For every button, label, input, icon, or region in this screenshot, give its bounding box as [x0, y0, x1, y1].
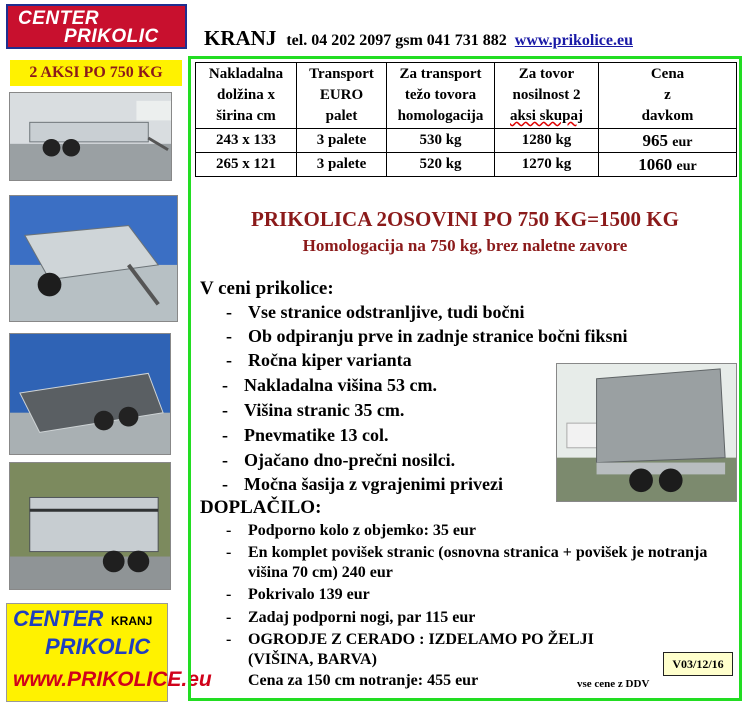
header-city: KRANJ: [204, 26, 277, 50]
table-row: [196, 153, 737, 177]
version-label: V03/12/16: [663, 652, 733, 676]
header-price: Cena z davkom: [599, 63, 737, 129]
feature-item: - Pnevmatike 13 col.: [222, 425, 389, 445]
cell-size: 243 x 133: [196, 129, 297, 153]
logo-top-line2: PRIKOLIC: [64, 26, 159, 47]
feature-item: - Višina stranic 35 cm.: [222, 400, 405, 420]
trailer-photo-1: [9, 92, 172, 181]
feature-item: - Nakladalna višina 53 cm.: [222, 375, 438, 395]
cell-size: 265 x 121: [196, 153, 297, 177]
header-website-link[interactable]: www.prikolice.eu: [514, 32, 633, 49]
trailer-photo-3: [9, 333, 171, 455]
product-title: PRIKOLICA 2OSOVINI PO 750 KG=1500 KG: [251, 207, 679, 231]
covered-trailer-photo: [556, 363, 737, 502]
logo-bottom: [6, 603, 212, 702]
header-phone: tel. 04 202 2097 gsm 041 731 882: [286, 32, 507, 49]
cell-price: 965 eur: [599, 129, 737, 153]
axle-badge: 2 AKSI PO 750 KG: [10, 60, 182, 86]
price-includes-heading: V ceni prikolice:: [200, 278, 334, 299]
extra-item: - OGRODJE Z CERADO : IZDELAMO PO ŽELJI (VIŠINA, BARVA): [226, 631, 594, 668]
trailer-photo-2: [9, 195, 178, 322]
product-subtitle: Homologacija na 750 kg, brez naletne zavore: [302, 236, 628, 255]
extra-item: - Podporno kolo z objemko: 35 eur: [226, 522, 476, 539]
extra-item: - En komplet povišek stranic (osnovna stranica + povišek je notranja višina 70 cm) 240 eur: [226, 544, 708, 581]
extra-item: - Zadaj podporni nogi, par 115 eur: [226, 609, 476, 626]
trailer-photo-4: [9, 462, 171, 590]
vat-note: vse cene z DDV: [577, 678, 650, 690]
logo-top: [6, 4, 187, 49]
logo-bottom-line1: CENTER: [13, 606, 104, 631]
extras-heading: DOPLAČILO:: [200, 497, 322, 518]
spec-table: [195, 62, 737, 177]
cell-weight: 520 kg: [387, 153, 495, 177]
cell-pallets: 3 palete: [297, 153, 387, 177]
cell-price: 1060 eur: [599, 153, 737, 177]
header-weight: Za transport težo tovora homologacija: [387, 63, 495, 129]
cell-load: 1270 kg: [495, 153, 599, 177]
header-contact: [204, 26, 633, 51]
cell-weight: 530 kg: [387, 129, 495, 153]
header-load: Za tovor nosilnost 2 aksi skupaj: [495, 63, 599, 129]
feature-item: - Močna šasija z vgrajenimi privezi: [222, 474, 503, 494]
table-header-row: [196, 63, 737, 129]
feature-item: - Ojačano dno-prečni nosilci.: [222, 450, 456, 470]
extra-price-line: Cena za 150 cm notranje: 455 eur: [248, 672, 479, 689]
logo-bottom-line2: PRIKOLIC: [45, 634, 151, 659]
feature-item: - Vse stranice odstranljive, tudi bočni: [226, 302, 525, 322]
logo-bottom-website: www.PRIKOLICE.eu: [13, 668, 212, 691]
header-pallets: Transport EURO palet: [297, 63, 387, 129]
header-size: Nakladalna dolžina x širina cm: [196, 63, 297, 129]
extra-item: - Pokrivalo 139 eur: [226, 586, 370, 603]
logo-bottom-city: KRANJ: [111, 614, 153, 628]
cell-pallets: 3 palete: [297, 129, 387, 153]
feature-item: - Ob odpiranju prve in zadnje stranice bočni fiksni: [226, 326, 628, 346]
table-row: [196, 129, 737, 153]
feature-item: - Ročna kiper varianta: [226, 350, 412, 370]
logo-top-line1: CENTER: [18, 8, 100, 29]
cell-load: 1280 kg: [495, 129, 599, 153]
